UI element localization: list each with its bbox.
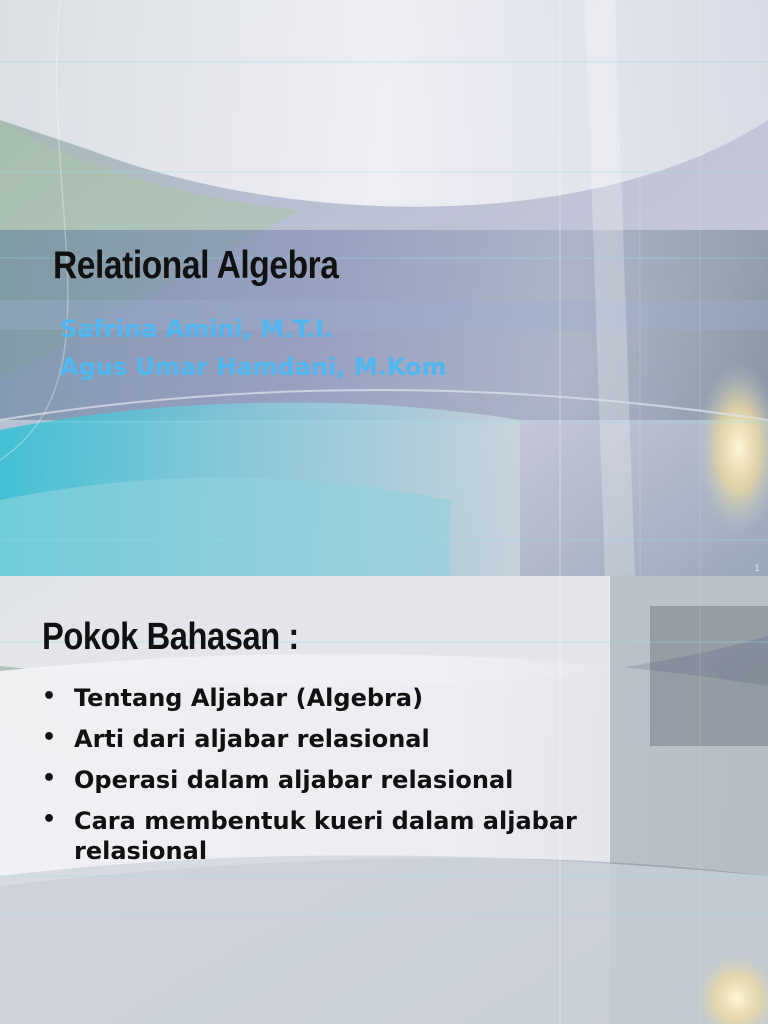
- list-item-text: Operasi dalam aljabar relasional: [74, 766, 514, 794]
- bullet-icon: •: [42, 684, 57, 709]
- list-item: [42, 806, 642, 866]
- list-item-text: Arti dari aljabar relasional: [74, 725, 430, 753]
- list-item: [42, 683, 642, 713]
- slide-2: [0, 576, 768, 1024]
- bullet-icon: •: [42, 807, 57, 832]
- slide-title: Pokok Bahasan :: [42, 616, 299, 658]
- author-list: [60, 310, 446, 386]
- author-name: Safrina Amini, M.T.I.: [60, 315, 334, 343]
- bullet-icon: •: [42, 725, 57, 750]
- page-number: 1: [754, 564, 760, 574]
- list-item: [42, 724, 642, 754]
- list-item: [42, 765, 642, 795]
- bullet-icon: •: [42, 766, 57, 791]
- list-item-text: Cara membentuk kueri dalam aljabar relasional: [74, 807, 577, 865]
- list-item-text: Tentang Aljabar (Algebra): [74, 684, 424, 712]
- bullet-list: [42, 683, 642, 877]
- author-name: Agus Umar Hamdani, M.Kom: [60, 353, 447, 381]
- slide-title: Relational Algebra: [53, 244, 339, 287]
